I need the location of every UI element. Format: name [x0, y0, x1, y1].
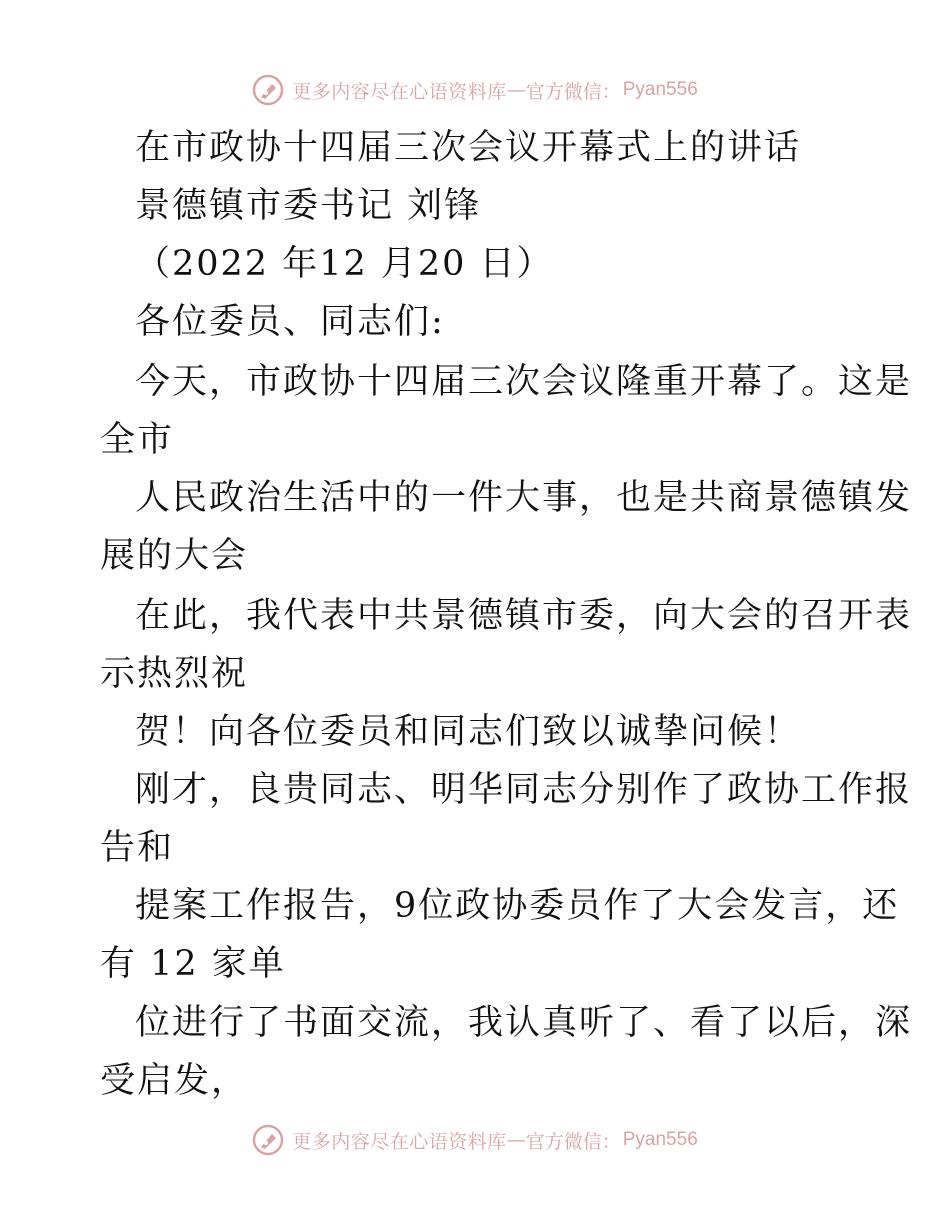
paragraph-line: 刚才，良贵同志、明华同志分别作了政协工作报 — [135, 770, 913, 810]
paragraph-line: 告和 — [100, 828, 175, 868]
paragraph-line: 全市 — [100, 420, 175, 460]
paragraph-line: 今天，市政协十四届三次会议隆重开幕了。这是 — [135, 362, 913, 402]
watermark-text: 更多内容尽在心语资料库 — [292, 1130, 507, 1153]
paragraph-line: 展的大会 — [100, 536, 249, 576]
watermark-wechat-id: Pyan556 — [622, 1129, 698, 1150]
paragraph-line: 有 12 家单 — [100, 944, 286, 984]
paragraph-line: 示热烈祝 — [100, 654, 249, 694]
paragraph-line: 位进行了书面交流，我认真听了、看了以后，深 — [135, 1003, 913, 1043]
paragraph-line: 人民政治生活中的一件大事，也是共商景德镇发 — [135, 478, 913, 518]
document-salutation: 各位委员、同志们: — [135, 302, 445, 342]
watermark-wechat-id: Pyan556 — [622, 79, 698, 100]
watermark-separator: — — [506, 1129, 526, 1151]
header-watermark — [0, 70, 950, 110]
watermark-label: 官方微信： — [525, 1130, 621, 1153]
paragraph-line: 提案工作报告，9位政协委员作了大会发言，还 — [135, 886, 900, 926]
paragraph-line: 贺！向各位委员和同志们致以诚挚问候！ — [135, 712, 802, 752]
paragraph-line: 受启发， — [100, 1061, 249, 1101]
pen-nib-seal-icon — [252, 1124, 284, 1156]
pen-nib-seal-icon — [252, 74, 284, 106]
watermark-text: 更多内容尽在心语资料库 — [292, 80, 507, 103]
document-title: 在市政协十四届三次会议开幕式上的讲话 — [135, 128, 802, 168]
watermark-label: 官方微信： — [525, 80, 621, 103]
paragraph-line: 在此，我代表中共景德镇市委，向大会的召开表 — [135, 596, 913, 636]
document-author: 景德镇市委书记 刘锋 — [135, 186, 482, 226]
footer-watermark — [0, 1120, 950, 1160]
watermark-separator: — — [506, 79, 526, 101]
document-date: （2022 年12 月20 日） — [135, 244, 554, 284]
